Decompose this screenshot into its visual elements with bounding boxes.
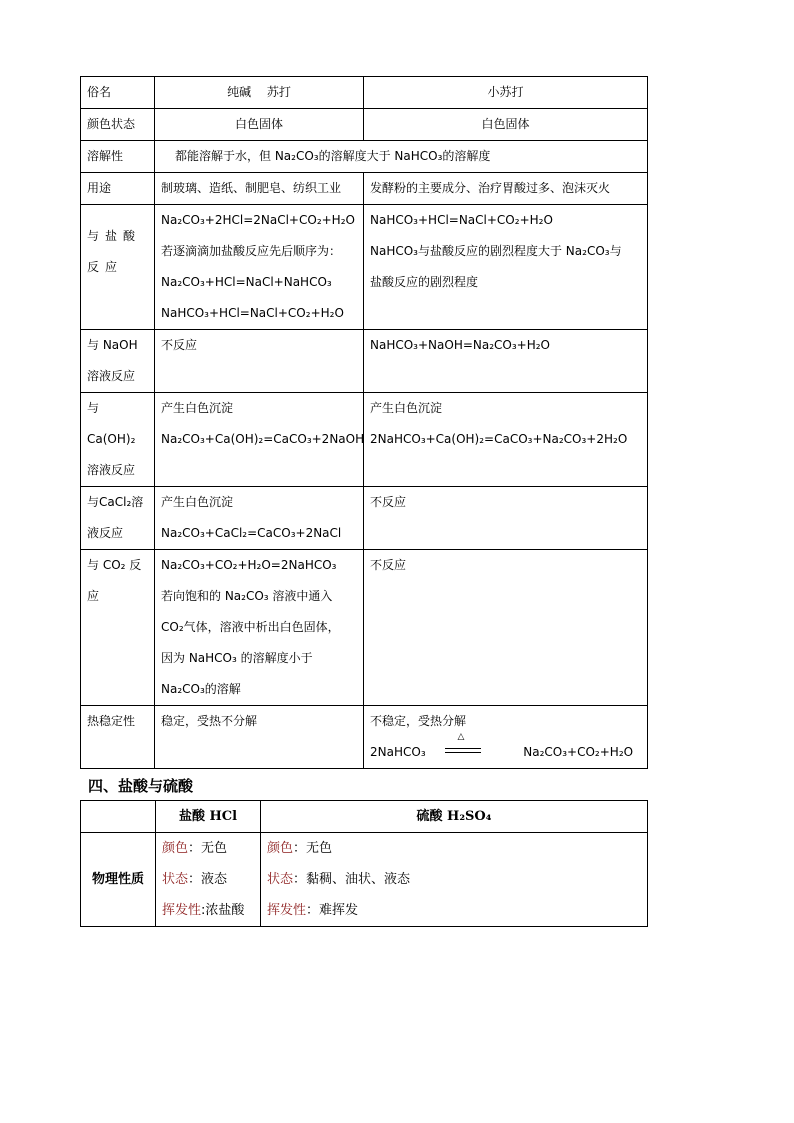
label-solubility: 溶解性 <box>81 141 155 173</box>
na2co3-hcl <box>155 205 364 330</box>
nahco3-caoh2-line-1: 产生白色沉淀 <box>370 401 443 415</box>
prop-sep: : <box>201 903 206 918</box>
nahco3-caoh2 <box>364 393 648 487</box>
na2co3-co2-line-2: 若向饱和的 Na₂CO₃ 溶液中通入 <box>161 589 333 603</box>
nahco3-caoh2-line-2: 2NaHCO₃+Ca(OH)₂=CaCO₃+Na₂CO₃+2H₂O <box>370 432 628 446</box>
na2co3-naoh: 不反应 <box>155 330 364 393</box>
na2co3-hcl-line-3: Na₂CO₃+HCl=NaCl+NaHCO₃ <box>161 275 332 289</box>
hcl-properties <box>156 833 261 927</box>
prop-key: 挥发性 <box>267 903 307 918</box>
na2co3-uses: 制玻璃、造纸、制肥皂、纺织工业 <box>155 173 364 205</box>
na2co3-co2 <box>155 550 364 706</box>
row-uses <box>81 173 648 205</box>
prop-value: 液态 <box>201 872 228 887</box>
prop-sep: ： <box>188 841 202 856</box>
na2co3-cacl2-line-2: Na₂CO₃+CaCl₂=CaCO₃+2NaCl <box>161 526 342 540</box>
label-thermal-stability: 热稳定性 <box>81 706 155 769</box>
prop-value: 浓盐酸 <box>205 903 245 918</box>
row-thermal-stability <box>81 706 648 769</box>
prop-value: 黏稠、油状、液态 <box>306 872 411 887</box>
prop-sep: ： <box>293 841 307 856</box>
acid-header-empty <box>81 801 156 833</box>
equal-line-bottom <box>445 752 481 753</box>
row-co2-reaction <box>81 550 648 706</box>
label-cacl2-reaction: 与CaCl₂溶液反应 <box>81 487 155 550</box>
prop-sep: ： <box>188 872 202 887</box>
prop-key: 状态 <box>162 872 189 887</box>
label-hcl-text: 与盐酸反应 <box>87 229 142 274</box>
decomposition-equation <box>370 731 641 768</box>
label-caoh2-reaction: 与 Ca(OH)₂ 溶液反应 <box>81 393 155 487</box>
prop-sep: ： <box>293 872 307 887</box>
label-naoh-reaction: 与 NaOH 溶液反应 <box>81 330 155 393</box>
na2co3-co2-line-3: CO₂气体，溶液中析出白色固体， <box>161 620 340 634</box>
solubility-text: 都能溶解于水，但 Na₂CO₃的溶解度大于 NaHCO₃的溶解度 <box>155 141 648 173</box>
prop-key: 颜色 <box>267 841 294 856</box>
na2co3-hcl-line-4: NaHCO₃+HCl=NaCl+CO₂+H₂O <box>161 306 344 320</box>
label-hcl-reaction <box>81 205 155 330</box>
carbonate-comparison-table <box>80 76 648 769</box>
row-cacl2-reaction <box>81 487 648 550</box>
label-uses: 用途 <box>81 173 155 205</box>
h2so4-prop-state <box>267 864 641 895</box>
acid-comparison-table <box>80 800 648 927</box>
nahco3-naoh: NaHCO₃+NaOH=Na₂CO₃+H₂O <box>364 330 648 393</box>
physical-properties-label: 物理性质 <box>81 833 156 927</box>
row-solubility <box>81 141 648 173</box>
na2co3-caoh2 <box>155 393 364 487</box>
na2co3-common-name: 纯碱 苏打 <box>155 77 364 109</box>
nahco3-co2: 不反应 <box>364 550 648 706</box>
eq-reactant: 2NaHCO₃ <box>370 745 426 759</box>
prop-sep: ： <box>306 903 320 918</box>
na2co3-co2-line-5: Na₂CO₃的溶解 <box>161 682 241 696</box>
nahco3-uses: 发酵粉的主要成分、治疗胃酸过多、泡沫灭火 <box>364 173 648 205</box>
hcl-header: 盐酸 HCl <box>156 801 261 833</box>
prop-value: 难挥发 <box>319 903 359 918</box>
prop-key: 颜色 <box>162 841 189 856</box>
prop-key: 状态 <box>267 872 294 887</box>
h2so4-header: 硫酸 H₂SO₄ <box>261 801 648 833</box>
equal-line-top <box>445 748 481 749</box>
na2co3-caoh2-line-2: Na₂CO₃+Ca(OH)₂=CaCO₃+2NaOH <box>161 432 365 446</box>
label-color-state: 颜色状态 <box>81 109 155 141</box>
na2co3-hcl-line-1: Na₂CO₃+2HCl=2NaCl+CO₂+H₂O <box>161 213 355 227</box>
hcl-prop-volatility <box>162 895 254 926</box>
na2co3-cacl2-line-1: 产生白色沉淀 <box>161 495 234 509</box>
row-hcl-reaction <box>81 205 648 330</box>
heat-condition-arrow <box>445 731 485 760</box>
row-naoh-reaction <box>81 330 648 393</box>
nahco3-hcl-line-2: NaHCO₃与盐酸反应的剧烈程度大于 Na₂CO₃与 <box>370 244 622 258</box>
na2co3-color-state: 白色固体 <box>155 109 364 141</box>
prop-key: 挥发性 <box>162 903 202 918</box>
na2co3-caoh2-line-1: 产生白色沉淀 <box>161 401 234 415</box>
na2co3-hcl-line-2: 若逐滴滴加盐酸反应先后顺序为： <box>161 244 342 258</box>
row-color-state <box>81 109 648 141</box>
nahco3-thermal-line-1: 不稳定，受热分解 <box>370 714 467 728</box>
hcl-prop-state <box>162 864 254 895</box>
nahco3-thermal <box>364 706 648 769</box>
label-co2-reaction: 与 CO₂ 反应 <box>81 550 155 706</box>
h2so4-properties <box>261 833 648 927</box>
prop-value: 无色 <box>201 841 228 856</box>
na2co3-thermal: 稳定，受热不分解 <box>155 706 364 769</box>
row-caoh2-reaction <box>81 393 648 487</box>
nahco3-hcl-line-1: NaHCO₃+HCl=NaCl+CO₂+H₂O <box>370 213 553 227</box>
nahco3-common-name: 小苏打 <box>364 77 648 109</box>
heat-triangle-icon: △ <box>457 731 465 742</box>
na2co3-co2-line-1: Na₂CO₃+CO₂+H₂O=2NaHCO₃ <box>161 558 337 572</box>
hcl-prop-color <box>162 833 254 864</box>
prop-value: 无色 <box>306 841 333 856</box>
eq-products: Na₂CO₃+CO₂+H₂O <box>523 745 634 759</box>
nahco3-hcl-line-3: 盐酸反应的剧烈程度 <box>370 275 479 289</box>
nahco3-color-state: 白色固体 <box>364 109 648 141</box>
section-title: 四、盐酸与硫酸 <box>88 777 194 795</box>
row-common-name <box>81 77 648 109</box>
acid-header-row <box>81 801 648 833</box>
na2co3-cacl2 <box>155 487 364 550</box>
nahco3-hcl <box>364 205 648 330</box>
nahco3-cacl2: 不反应 <box>364 487 648 550</box>
physical-properties-row <box>81 833 648 927</box>
na2co3-co2-line-4: 因为 NaHCO₃ 的溶解度小于 <box>161 651 313 665</box>
h2so4-prop-color <box>267 833 641 864</box>
label-common-name: 俗名 <box>81 77 155 109</box>
h2so4-prop-volatility <box>267 895 641 926</box>
